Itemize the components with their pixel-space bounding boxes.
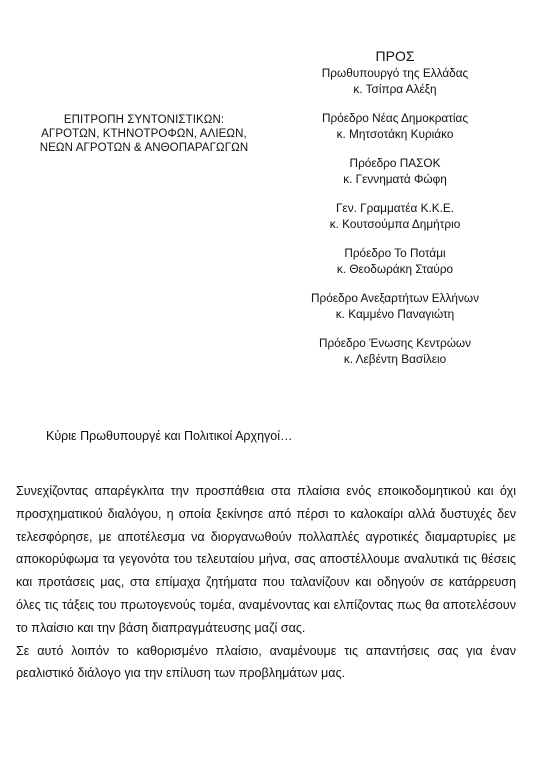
recipient-enosi-kentroon: [282, 336, 508, 367]
recipient-nd: [282, 111, 508, 142]
body-paragraph: Συνεχίζοντας απαρέγκλιτα την προσπάθεια στα πλαίσια ενός εποικοδομητικού και όχι προσχηματικού διαλόγου, η οποία ξεκίνησε από πέρσι το καλοκαίρι αλλά δυστυχές δεν τελεσφόρησε, με αποτέλεσμα να διοργανωθούν πολλαπλές αγροτικές διαμαρτυρίες με αποκορύφωμα τα γεγονότα του τελευταίου μήνα, σας αποστέλλουμε αναλυτικά τις θέσεις και προτάσεις μας, στα επίμαχα ζητήματα που ταλανίζουν και οδηγούν σε κατάρρευση όλες τις τάξεις του πρωτογενούς τομέα, αναμένοντας και ελπίζοντας πως θα αποτελέσουν το πλαίσιο και την βάση διαπραγμάτευσης μαζί σας.: [16, 484, 516, 635]
recipient-title: Πρόεδρο Ανεξαρτήτων Ελλήνων: [311, 291, 479, 305]
recipient-title: Πρόεδρο Ένωσης Κεντρώων: [318, 336, 472, 350]
recipient-title: Πρόεδρο ΠΑΣΟΚ: [349, 156, 441, 170]
recipient-kke: [282, 201, 508, 232]
body-paragraph: Σε αυτό λοιπόν το καθορισμένο πλαίσιο, αναμένουμε τις απαντήσεις σας για έναν ρεαλιστικό διάλογο για την επίλυση των προβλημάτων μας.: [16, 643, 516, 681]
recipient-anel: [282, 291, 508, 322]
recipient-title: Γεν. Γραμματέα Κ.Κ.Ε.: [335, 201, 455, 215]
recipient-title: Πρόεδρο Νέας Δημοκρατίας: [321, 111, 469, 125]
recipient-pasok: [282, 156, 508, 187]
recipient-name: κ. Καμμένο Παναγιώτη: [335, 306, 455, 321]
recipients-block: [282, 48, 508, 381]
recipient-name: κ. Λεβέντη Βασίλειο: [343, 351, 447, 366]
committee-line: ΑΓΡΟΤΩΝ, ΚΤΗΝΟΤΡΟΦΩΝ, ΑΛΙΕΩΝ,: [41, 128, 247, 140]
recipient-name: κ. Μητσοτάκη Κυριάκο: [336, 126, 454, 141]
recipient-name: κ. Θεοδωράκη Σταύρο: [336, 261, 454, 276]
committee-line: ΕΠΙΤΡΟΠΗ ΣΥΝΤΟΝΙΣΤΙΚΩΝ:: [63, 114, 225, 126]
letter-greeting: Κύριε Πρωθυπουργέ και Πολιτικοί Αρχηγοί…: [46, 429, 293, 443]
committee-line: ΝΕΩΝ ΑΓΡΟΤΩΝ & ΑΝΘΟΠΑΡΑΓΩΓΩΝ: [39, 142, 249, 154]
recipient-title: Πρωθυπουργό της Ελλάδας: [321, 66, 469, 80]
recipient-title: Πρόεδρο Το Ποτάμι: [344, 246, 446, 260]
committee-header: [10, 113, 278, 155]
letter-body: [16, 480, 516, 685]
recipient-prime-minister: [282, 66, 508, 97]
recipient-name: κ. Κουτσούμπα Δημήτριο: [329, 216, 461, 231]
recipient-potami: [282, 246, 508, 277]
recipient-name: κ. Τσίπρα Αλέξη: [353, 81, 437, 96]
recipient-name: κ. Γεννηματά Φώφη: [343, 171, 447, 186]
recipients-heading: ΠΡΟΣ: [375, 48, 415, 64]
